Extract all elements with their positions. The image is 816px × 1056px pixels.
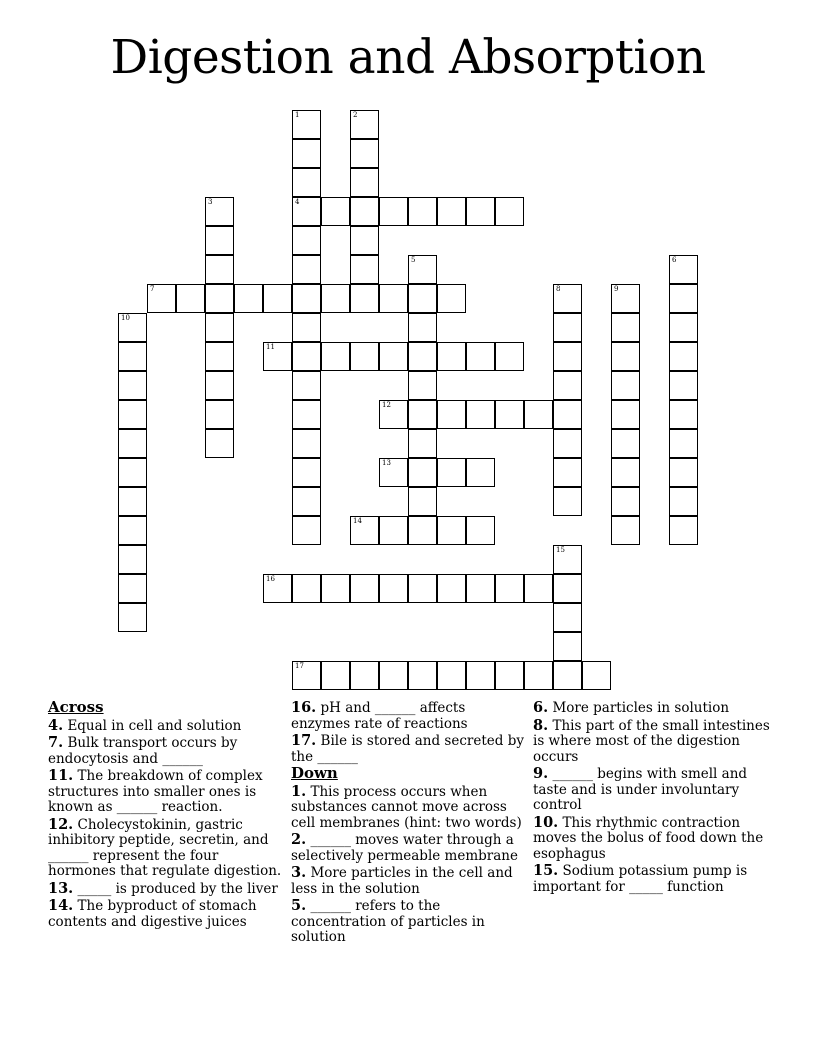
grid-cell[interactable] <box>524 574 553 603</box>
clue-text: ______ refers to the concentration of particles in solution <box>291 898 485 945</box>
grid-cell[interactable] <box>118 371 147 400</box>
grid-cell[interactable] <box>437 458 466 487</box>
grid-cell[interactable] <box>118 487 147 516</box>
grid-cell[interactable] <box>321 284 350 313</box>
clue-number: 3. <box>291 864 307 881</box>
grid-cell[interactable] <box>263 342 292 371</box>
grid-cell[interactable] <box>408 284 437 313</box>
grid-cell[interactable] <box>553 400 582 429</box>
clue-number: 12. <box>48 815 74 833</box>
grid-cell[interactable] <box>408 400 437 429</box>
grid-cell[interactable] <box>669 458 698 487</box>
grid-cell[interactable] <box>292 574 321 603</box>
clue-number: 11. <box>48 767 74 784</box>
grid-cell[interactable] <box>205 226 234 255</box>
clue-text: More particles in solution <box>552 700 730 716</box>
grid-cell[interactable] <box>495 661 524 690</box>
grid-cell[interactable] <box>466 458 495 487</box>
grid-cell[interactable] <box>408 429 437 458</box>
grid-cell[interactable] <box>408 371 437 400</box>
grid-cell[interactable] <box>292 284 321 313</box>
grid-cell[interactable] <box>437 400 466 429</box>
puzzle-title: Digestion and Absorption <box>110 30 706 85</box>
grid-cell[interactable] <box>408 516 437 545</box>
grid-cell[interactable] <box>292 139 321 168</box>
grid-cell[interactable] <box>379 661 408 690</box>
grid-cell[interactable] <box>524 661 553 690</box>
grid-cell[interactable] <box>292 110 321 139</box>
clue-number: 9. <box>533 765 549 782</box>
clue-text: Cholecystokinin, gastric inhibitory peptide, secretin, and ______ represent the four hormones that regulate digestion. <box>48 816 282 879</box>
clue-number: 17. <box>291 732 317 749</box>
cell-number: 6 <box>672 256 677 264</box>
grid-cell[interactable] <box>553 545 582 574</box>
clue-number: 4. <box>48 716 64 734</box>
grid-cell[interactable] <box>292 458 321 487</box>
grid-cell[interactable] <box>350 255 379 284</box>
grid-cell[interactable] <box>553 661 582 690</box>
cell-number: 13 <box>382 459 391 467</box>
grid-cell[interactable] <box>408 342 437 371</box>
grid-cell[interactable] <box>437 342 466 371</box>
grid-cell[interactable] <box>437 284 466 313</box>
clue-number: 1. <box>291 782 307 800</box>
grid-cell[interactable] <box>408 458 437 487</box>
grid-cell[interactable] <box>205 400 234 429</box>
cell-number: 5 <box>411 256 416 264</box>
cell-number: 17 <box>295 662 304 670</box>
down-heading: Down <box>291 764 338 782</box>
grid-cell[interactable] <box>118 516 147 545</box>
clue-text: More particles in the cell and less in the solution <box>291 865 513 897</box>
cell-number: 3 <box>208 198 213 206</box>
grid-cell[interactable] <box>205 342 234 371</box>
grid-cell[interactable] <box>553 313 582 342</box>
grid-cell[interactable] <box>495 574 524 603</box>
grid-cell[interactable] <box>321 574 350 603</box>
grid-cell[interactable] <box>118 342 147 371</box>
grid-cell[interactable] <box>553 458 582 487</box>
grid-cell[interactable] <box>669 342 698 371</box>
grid-cell[interactable] <box>437 661 466 690</box>
grid-cell[interactable] <box>379 342 408 371</box>
grid-cell[interactable] <box>408 313 437 342</box>
grid-cell[interactable] <box>379 197 408 226</box>
down-clue <box>533 718 773 766</box>
clue-text: ______ begins with smell and taste and is under involuntary control <box>533 766 748 813</box>
grid-cell[interactable] <box>379 400 408 429</box>
down-clue <box>291 784 527 832</box>
grid-cell[interactable] <box>118 603 147 632</box>
grid-cell[interactable] <box>495 400 524 429</box>
grid-cell[interactable] <box>466 197 495 226</box>
grid-cell[interactable] <box>582 661 611 690</box>
grid-cell[interactable] <box>350 284 379 313</box>
grid-cell[interactable] <box>292 400 321 429</box>
grid-cell[interactable] <box>611 458 640 487</box>
down-clue <box>533 863 773 895</box>
grid-cell[interactable] <box>437 574 466 603</box>
grid-cell[interactable] <box>669 371 698 400</box>
grid-cell[interactable] <box>379 284 408 313</box>
grid-cell[interactable] <box>408 197 437 226</box>
grid-cell[interactable] <box>553 429 582 458</box>
grid-cell[interactable] <box>350 226 379 255</box>
grid-cell[interactable] <box>321 342 350 371</box>
clues-column-1 <box>48 700 284 931</box>
grid-cell[interactable] <box>669 516 698 545</box>
clue-text: This part of the small intestines is where most of the digestion occurs <box>533 717 770 765</box>
grid-cell[interactable] <box>350 516 379 545</box>
across-clue <box>48 718 284 735</box>
grid-cell[interactable] <box>408 255 437 284</box>
down-clue <box>291 898 527 946</box>
cell-number: 11 <box>266 343 275 351</box>
grid-cell[interactable] <box>437 197 466 226</box>
down-clue <box>533 766 773 814</box>
cell-number: 1 <box>295 111 300 119</box>
grid-cell[interactable] <box>669 429 698 458</box>
grid-cell[interactable] <box>292 371 321 400</box>
clue-number: 5. <box>291 897 307 914</box>
grid-cell[interactable] <box>553 603 582 632</box>
grid-cell[interactable] <box>292 226 321 255</box>
grid-cell[interactable] <box>611 284 640 313</box>
grid-cell[interactable] <box>524 400 553 429</box>
grid-cell[interactable] <box>379 516 408 545</box>
grid-cell[interactable] <box>118 400 147 429</box>
clue-number: 2. <box>291 831 307 848</box>
grid-cell[interactable] <box>321 197 350 226</box>
grid-cell[interactable] <box>263 284 292 313</box>
grid-cell[interactable] <box>263 574 292 603</box>
across-clue <box>48 881 284 898</box>
grid-cell[interactable] <box>205 197 234 226</box>
grid-cell[interactable] <box>292 168 321 197</box>
clue-number: 10. <box>533 813 559 831</box>
grid-cell[interactable] <box>205 284 234 313</box>
grid-cell[interactable] <box>321 661 350 690</box>
grid-cell[interactable] <box>611 429 640 458</box>
grid-cell[interactable] <box>437 516 466 545</box>
grid-cell[interactable] <box>292 255 321 284</box>
across-clue <box>48 817 284 880</box>
clue-text: pH and ______ affects enzymes rate of reactions <box>291 700 468 732</box>
grid-cell[interactable] <box>205 371 234 400</box>
cell-number: 14 <box>353 517 362 525</box>
grid-cell[interactable] <box>669 313 698 342</box>
grid-cell[interactable] <box>118 574 147 603</box>
cell-number: 10 <box>121 314 130 322</box>
grid-cell[interactable] <box>350 661 379 690</box>
down-clue <box>291 832 527 864</box>
grid-cell[interactable] <box>466 400 495 429</box>
clue-text: _____ is produced by the liver <box>77 880 278 897</box>
clue-text: Bile is stored and secreted by the ______ <box>291 733 524 765</box>
grid-cell[interactable] <box>553 284 582 313</box>
clue-text: Equal in cell and solution <box>67 717 242 734</box>
clue-text: The breakdown of complex structures into smaller ones is known as ______ reaction. <box>48 768 263 815</box>
cell-number: 2 <box>353 111 358 119</box>
grid-cell[interactable] <box>205 429 234 458</box>
grid-cell[interactable] <box>611 371 640 400</box>
grid-cell[interactable] <box>669 487 698 516</box>
grid-cell[interactable] <box>118 545 147 574</box>
grid-cell[interactable] <box>292 661 321 690</box>
clue-text: The byproduct of stomach contents and digestive juices <box>48 898 257 930</box>
clue-number: 8. <box>533 716 549 734</box>
cell-number: 7 <box>150 285 155 293</box>
grid-cell[interactable] <box>205 255 234 284</box>
grid-cell[interactable] <box>350 197 379 226</box>
grid-cell[interactable] <box>669 284 698 313</box>
clue-text: Bulk transport occurs by endocytosis and ______ <box>48 735 238 767</box>
grid-cell[interactable] <box>292 487 321 516</box>
cell-number: 8 <box>556 285 561 293</box>
grid-cell[interactable] <box>408 487 437 516</box>
clue-number: 14. <box>48 897 74 914</box>
across-clue <box>291 700 527 732</box>
cell-number: 15 <box>556 546 565 554</box>
grid-cell[interactable] <box>292 516 321 545</box>
grid-cell[interactable] <box>292 429 321 458</box>
grid-cell[interactable] <box>118 458 147 487</box>
grid-cell[interactable] <box>553 574 582 603</box>
grid-cell[interactable] <box>611 400 640 429</box>
grid-cell[interactable] <box>234 284 263 313</box>
grid-cell[interactable] <box>553 342 582 371</box>
grid-cell[interactable] <box>350 574 379 603</box>
clue-number: 15. <box>533 862 559 879</box>
cell-number: 12 <box>382 401 391 409</box>
grid-cell[interactable] <box>408 574 437 603</box>
grid-cell[interactable] <box>176 284 205 313</box>
grid-cell[interactable] <box>669 255 698 284</box>
clue-number: 16. <box>291 699 317 716</box>
clue-text: Sodium potassium pump is important for _____ function <box>533 863 748 895</box>
grid-cell[interactable] <box>466 342 495 371</box>
clues-column-3 <box>533 700 773 896</box>
cell-number: 16 <box>266 575 275 583</box>
grid-cell[interactable] <box>292 342 321 371</box>
grid-cell[interactable] <box>669 400 698 429</box>
grid-cell[interactable] <box>611 313 640 342</box>
clue-text: This rhythmic contraction moves the bolus of food down the esophagus <box>533 814 764 862</box>
across-clue <box>48 735 284 767</box>
clue-number: 13. <box>48 879 74 897</box>
grid-cell[interactable] <box>466 661 495 690</box>
grid-cell[interactable] <box>118 313 147 342</box>
clue-number: 7. <box>48 734 64 751</box>
down-clue <box>533 700 773 717</box>
cell-number: 4 <box>295 198 300 206</box>
grid-cell[interactable] <box>205 313 234 342</box>
across-clue <box>291 733 527 765</box>
grid-cell[interactable] <box>466 574 495 603</box>
clue-text: This process occurs when substances cannot move across cell membranes (hint: two words) <box>291 783 522 831</box>
grid-cell[interactable] <box>292 197 321 226</box>
grid-cell[interactable] <box>553 487 582 516</box>
clue-text: ______ moves water through a selectively permeable membrane <box>291 832 518 864</box>
down-clue <box>291 865 527 897</box>
grid-cell[interactable] <box>118 429 147 458</box>
grid-cell[interactable] <box>466 516 495 545</box>
grid-cell[interactable] <box>379 458 408 487</box>
grid-cell[interactable] <box>495 342 524 371</box>
grid-cell[interactable] <box>292 313 321 342</box>
grid-cell[interactable] <box>611 516 640 545</box>
grid-cell[interactable] <box>408 661 437 690</box>
grid-cell[interactable] <box>553 632 582 661</box>
grid-cell[interactable] <box>350 168 379 197</box>
grid-cell[interactable] <box>495 197 524 226</box>
grid-cell[interactable] <box>379 574 408 603</box>
grid-cell[interactable] <box>611 342 640 371</box>
clues-column-2 <box>291 700 527 947</box>
down-clue <box>533 815 773 863</box>
grid-cell[interactable] <box>350 342 379 371</box>
across-clue <box>48 898 284 930</box>
clue-number: 6. <box>533 699 549 716</box>
grid-cell[interactable] <box>350 139 379 168</box>
across-heading: Across <box>48 698 104 716</box>
grid-cell[interactable] <box>147 284 176 313</box>
across-clue <box>48 768 284 816</box>
grid-cell[interactable] <box>611 487 640 516</box>
grid-cell[interactable] <box>350 110 379 139</box>
grid-cell[interactable] <box>553 371 582 400</box>
cell-number: 9 <box>614 285 619 293</box>
